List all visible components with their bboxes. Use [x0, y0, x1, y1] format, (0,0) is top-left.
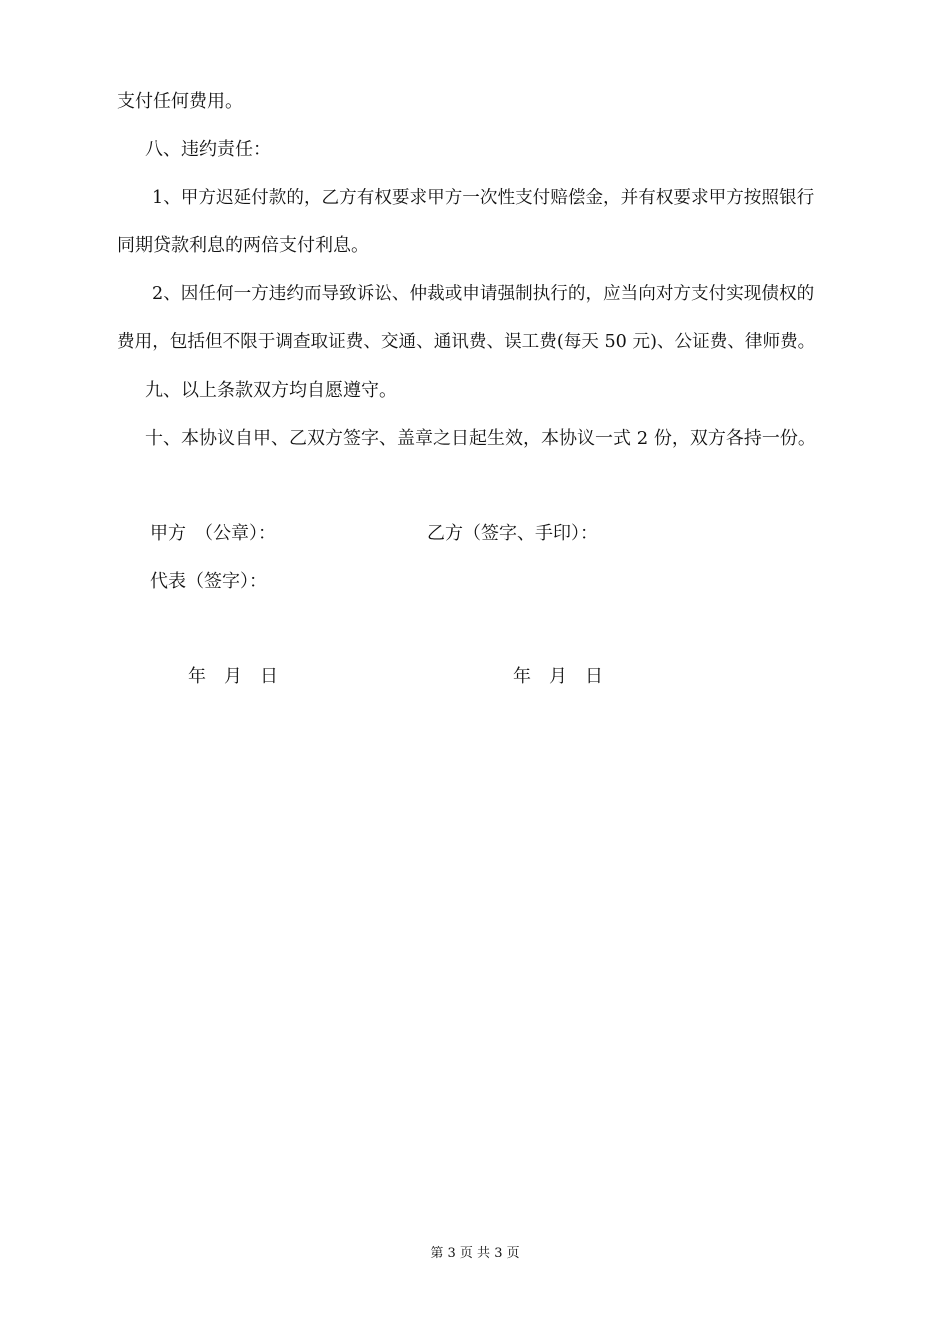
clause-1-line-2: 同期贷款利息的两倍支付利息。 [117, 235, 369, 256]
clause-2-line-2: 费用，包括但不限于调查取证费、交通、通讯费、误工费(每天 50 元)、公证费、律师费。 [117, 332, 816, 352]
representative-signature-label: 代表（签字）： [150, 571, 267, 592]
party-b-signature-label: 乙方（签字、手印）： [427, 523, 598, 544]
clause-1-line-1: 1、甲方迟延付款的，乙方有权要求甲方一次性支付赔偿金，并有权要求甲方按照银行 [152, 188, 815, 208]
party-a-date: 年 月 日 [188, 666, 278, 687]
section-nine: 九、以上条款双方均自愿遵守。 [145, 380, 397, 401]
body-line: 支付任何费用。 [117, 91, 243, 112]
party-b-date: 年 月 日 [513, 666, 603, 687]
party-a-seal-label: 甲方 （公章）： [150, 523, 276, 544]
section-heading-breach: 八、违约责任： [145, 139, 271, 160]
section-ten: 十、本协议自甲、乙双方签字、盖章之日起生效，本协议一式 2 份，双方各持一份。 [145, 428, 816, 449]
page-footer: 第 3 页 共 3 页 [430, 1246, 520, 1261]
clause-2-line-1: 2、因任何一方违约而导致诉讼、仲裁或申请强制执行的，应当向对方支付实现债权的 [152, 284, 815, 304]
